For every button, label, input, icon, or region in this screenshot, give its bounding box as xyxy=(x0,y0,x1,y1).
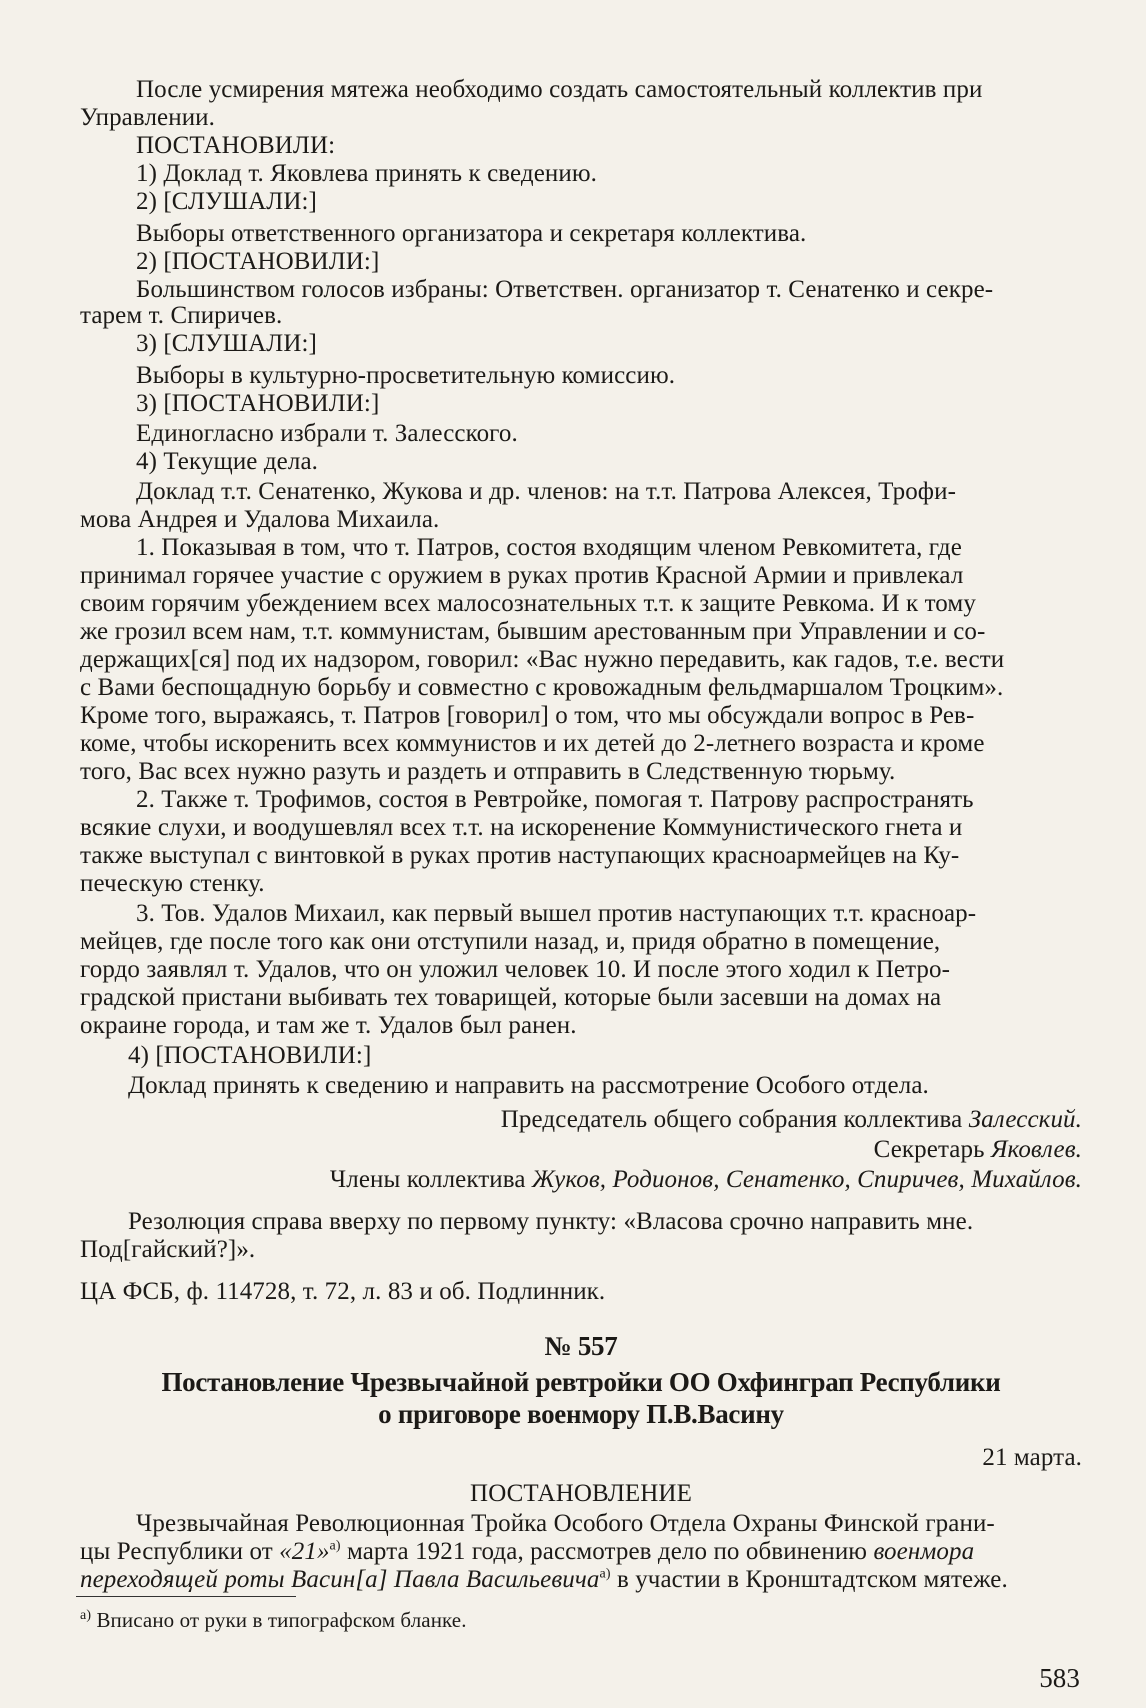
text-line: держащих[ся] под их надзором, говорил: «Вас нужно передавить, как гадов, т.е. вести xyxy=(80,646,1005,673)
chair-signature xyxy=(200,1104,1082,1136)
text-line: 4) [ПОСТАНОВИЛИ:] xyxy=(128,1042,372,1069)
secretary-name: Яковлев. xyxy=(990,1136,1082,1163)
text-line: 4) Текущие дела. xyxy=(136,448,318,475)
text-line: 1) Доклад т. Яковлева принять к сведению. xyxy=(136,160,598,187)
text-line: Кроме того, выражаясь, т. Патров [говорил] о том, что мы обсуждали вопрос в Рев- xyxy=(80,702,975,729)
text-line xyxy=(80,1564,1008,1596)
text-line: принимал горячее участие с оружием в руках против Красной Армии и привлекал xyxy=(80,562,964,589)
footnote-ref: а) xyxy=(599,1566,611,1582)
secretary-signature xyxy=(200,1134,1082,1166)
text-line: Выборы в культурно-просветительную комиссию. xyxy=(136,362,676,389)
resolution-line: Под[гайский?]». xyxy=(80,1236,256,1263)
text-line: того, Вас всех нужно разуть и раздеть и отправить в Следственную тюрьму. xyxy=(80,758,896,785)
document-date: 21 марта. xyxy=(982,1444,1082,1471)
archive-source: ЦА ФСБ, ф. 114728, т. 72, л. 83 и об. Подлинник. xyxy=(80,1278,606,1305)
text-handwritten: переходящей роты Васин[а] Павла Васильевича xyxy=(80,1566,600,1593)
text-line: печескую стенку. xyxy=(80,870,265,897)
resolution-line: Резолюция справа вверху по первому пункту: «Власова срочно направить мне. xyxy=(128,1208,974,1235)
text-line: 3. Тов. Удалов Михаил, как первый вышел против наступающих т.т. красноар- xyxy=(136,900,977,927)
text-line: коме, чтобы искоренить всех коммунистов и их детей до 2-летнего возраста и кроме xyxy=(80,730,985,757)
text-line: 1. Показывая в том, что т. Патров, состоя входящим членом Ревкомитета, где xyxy=(136,534,962,561)
text-line: 2. Также т. Трофимов, состоя в Ревтройке, помогая т. Патрову распространять xyxy=(136,786,974,813)
members-label: Члены коллектива xyxy=(329,1166,526,1193)
text-line: мейцев, где после того как они отступили назад, и, придя обратно в помещение, xyxy=(80,928,941,955)
footnote-mark: а) xyxy=(80,1608,92,1623)
text-line: Доклад т.т. Сенатенко, Жукова и др. членов: на т.т. Патрова Алексея, Трофи- xyxy=(136,478,956,505)
text-line: градской пристани выбивать тех товарищей, которые были засевши на домах на xyxy=(80,984,942,1011)
text-line: После усмирения мятежа необходимо создать самостоятельный коллектив при xyxy=(136,76,983,103)
text-fragment: марта 1921 года, рассмотрев дело по обвинению xyxy=(340,1538,874,1565)
footnote xyxy=(80,1606,467,1634)
footnote-rule xyxy=(76,1596,296,1597)
text-line: же грозил всем нам, т.т. коммунистам, бывшим арестованным при Управлении и со- xyxy=(80,618,986,645)
date-handwritten: «21» xyxy=(279,1538,330,1565)
text-line: Управлении. xyxy=(80,104,216,131)
document-heading: ПОСТАНОВЛЕНИЕ xyxy=(470,1480,692,1507)
footnote-text: Вписано от руки в типографском бланке. xyxy=(96,1608,467,1632)
text-line: ПОСТАНОВИЛИ: xyxy=(136,132,336,159)
document-title: Постановление Чрезвычайной ревтройки ОО Охфинграп Республики xyxy=(161,1367,1001,1397)
text-line: Доклад принять к сведению и направить на рассмотрение Особого отдела. xyxy=(128,1072,929,1099)
document-number: № 557 xyxy=(544,1331,618,1361)
chair-name: Залесский. xyxy=(968,1106,1082,1133)
chair-label: Председатель общего собрания коллектива xyxy=(500,1106,963,1133)
text-line: Выборы ответственного организатора и секретаря коллектива. xyxy=(136,220,807,247)
text-line: окраине города, и там же т. Удалов был ранен. xyxy=(80,1012,577,1039)
text-line: Единогласно избрали т. Залесского. xyxy=(136,420,518,447)
text-line: всякие слухи, и воодушевлял всех т.т. на искоренение Коммунистического гнета и xyxy=(80,814,963,841)
text-line: 2) [СЛУШАЛИ:] xyxy=(136,188,317,215)
text-line: гордо заявлял т. Удалов, что он уложил человек 10. И после этого ходил к Петро- xyxy=(80,956,951,983)
text-line: 3) [ПОСТАНОВИЛИ:] xyxy=(136,390,380,417)
text-line: также выступал с винтовкой в руках против наступающих красноармейцев на Ку- xyxy=(80,842,960,869)
text-fragment: цы Республики от xyxy=(80,1538,280,1565)
document-title: о приговоре военмору П.В.Васину xyxy=(378,1399,784,1429)
members-signature xyxy=(200,1164,1082,1196)
page-number: 583 xyxy=(1039,1663,1080,1693)
secretary-label: Секретарь xyxy=(873,1136,985,1163)
text-handwritten: военмора xyxy=(873,1538,975,1565)
text-line: тарем т. Спиричев. xyxy=(80,302,283,329)
text-line: мова Андрея и Удалова Михаила. xyxy=(80,506,440,533)
text-line: своим горячим убеждением всех малосознательных т.т. к защите Ревкома. И к тому xyxy=(80,590,976,617)
text-fragment: в участии в Кронштадтском мятеже. xyxy=(610,1566,1008,1593)
text-line: с Вами беспощадную борьбу и совместно с кровожадным фельдмаршалом Троцким». xyxy=(80,674,1004,701)
text-line: Чрезвычайная Революционная Тройка Особого Отдела Охраны Финской грани- xyxy=(136,1510,995,1537)
members-names: Жуков, Родионов, Сенатенко, Спиричев, Михайлов. xyxy=(531,1166,1082,1193)
text-line: 3) [СЛУШАЛИ:] xyxy=(136,330,317,357)
footnote-ref: а) xyxy=(329,1538,341,1554)
text-line: 2) [ПОСТАНОВИЛИ:] xyxy=(136,248,380,275)
text-line: Большинством голосов избраны: Ответствен. организатор т. Сенатенко и секре- xyxy=(136,276,994,303)
